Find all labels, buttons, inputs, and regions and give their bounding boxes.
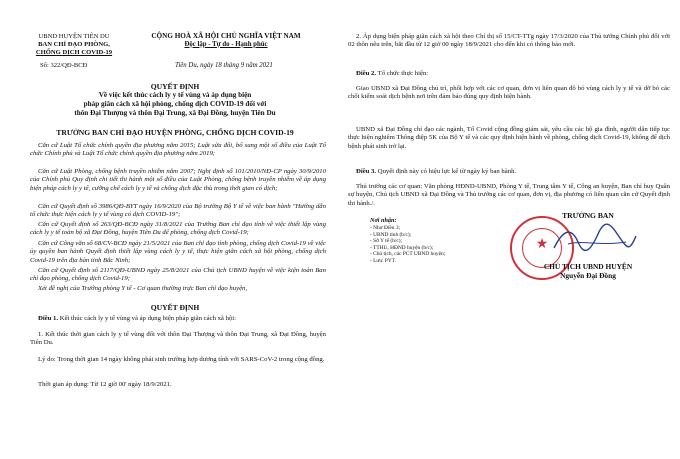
title-line-1: Về việc kết thúc cách ly y tế vùng và áp dụng biện [98,91,252,99]
recipient-item: - UBND tỉnh (b/c); [370,231,412,238]
recipient-item: - TTHU, HĐND huyện (b/c); [370,244,434,251]
article-1-reason: Lý do: Trong thời gian 14 ngày không phát sinh trường hợp dương tính với SARS-CoV-2 trong cộng đồng. [38,356,325,363]
recipient-item: - Như Điều 3; [370,225,401,231]
preamble-3: Căn cứ Quyết định số 3986/QĐ-BYT ngày 16/9/2020 của Bộ trưởng Bộ Y tế về việc ban hành "Hướng dẫn tổ chức thực hiện cách ly y tế vùng có dịch COVID-19"; [30,203,326,219]
title-line-3: thôn Đại Thượng và thôn Đại Trung, xã Đại Đồng, huyện Tiên Du [74,109,276,117]
article-1-time: Thời gian áp dụng: Từ 12 giờ 00' ngày 18/9/2021. [38,381,172,388]
article-1-heading: Điều 1. [38,315,59,322]
preamble-1: Căn cứ Luật Tổ chức chính quyền địa phương năm 2015; Luật sửa đổi, bổ sung một số điều của Luật Tổ chức Chính phủ và Luật Tổ chức chính quyền địa phương năm 2019; [30,142,326,158]
signer-role: TRƯỞNG BAN [562,211,614,220]
article-2-text: Tổ chức thực hiện: [377,70,429,77]
article-2-p1: Giao UBND xã Đại Đồng chủ trì, phối hợp với các cơ quan, đơn vị liên quan đô bỏ vùng cách ly y tế và dỡ bỏ các chốt kiểm soát dịch bệnh nơi trên đảm bảo đúng quy định hiện hành. [348,85,670,101]
nation-line-2: Độc lập - Tự do - Hạnh phúc [184,40,268,48]
signer-title: CHỦ TỊCH UBND HUYỆN [543,262,633,271]
preamble-2: Căn cứ Luật Phòng, chống bệnh truyền nhiễm năm 2007; Nghị định số 101/2010/NĐ-CP ngày 30/9/2010 của Chính phủ Quy định chi tiết thi hành một số điều của Luật Phòng, chống bệnh truyền nhiễm về áp dụng biện pháp cách ly y tế, cưỡng chế cách ly y tế và chống dịch đặc thù trong thời gian có dịch; [30,168,326,192]
preamble-6: Căn cứ Quyết định số 2117/QĐ-UBND ngày 25/8/2021 của Chủ tịch UBND huyện về việc kiện toàn Ban chỉ đạo phòng, chống dịch Covid-19; [30,267,326,283]
official-seal-icon: ★ [510,216,574,280]
article-2-p2: UBND xã Đại Đồng chỉ đạo các ngành, Tổ Covid cộng đồng giám sát, yêu cầu các hộ gia đình, người dân tiếp tục thực hiện nghiêm Thông điệp 5K của Bộ Y tế và các quy định hiện hành về phòng, chống dịch Covid-19, không để dịch bệnh phát sinh trở lại. [348,126,670,150]
signer-name: Nguyễn Đại Đồng [560,271,616,280]
recipients-heading: Nơi nhận: [370,217,397,224]
preamble-5: Căn cứ Công văn số 68/CV-BCĐ ngày 21/5/2021 của Ban chỉ đạo tỉnh phòng, chống dịch Covid-19 về việc ủy quyền ban hành Quyết định thiết lập vùng cách ly y tế, thực hiện giãn cách xã hội phòng, chống dịch Covid-19 trên địa bàn tỉnh Bắc Ninh; [30,240,326,264]
doc-number: Số: 322/QĐ-BCĐ [40,62,88,69]
org-line-2: BAN CHỈ ĐẠO PHÒNG, [38,41,110,49]
handwritten-signature-icon [550,222,640,256]
org-line-3: CHỐNG DỊCH COVID-19 [35,49,113,57]
decision-title: QUYẾT ĐỊNH [150,82,200,91]
article-1-item-2: 2. Áp dụng biện pháp giãn cách xã hội theo Chỉ thị số 15/CT-TTg ngày 17/3/2020 của Thủ tướng Chính phủ đối với 02 thôn nêu trên, bắt đầu từ 12 giờ 00 ngày 18/9/2021 cho đến khi có thông báo mới. [348,33,670,49]
issuer-heading: TRƯỞNG BAN CHỈ ĐẠO HUYỆN PHÒNG, CHỐNG DỊCH COVID-19 [56,128,294,137]
recipient-item: - Lưu: PYT. [370,257,397,264]
recipients-block [370,217,445,265]
article-1-intro [30,315,326,323]
date-place: Tiên Du, ngày 18 tháng 9 năm 2021 [175,62,273,69]
decides-heading: QUYẾT ĐỊNH [150,303,200,312]
recipient-item: - Sở Y tế (b/c); [370,238,403,245]
recipient-item: - Chủ tịch, các PCT UBND huyện; [370,251,446,258]
title-line-2: pháp giãn cách xã hội phòng, chống dịch COVID-19 đối với [83,100,267,108]
nation-header [124,32,328,49]
article-1-text: Kết thúc cách ly y tế vùng và áp dụng biện pháp giãn cách xã hội: [59,315,236,322]
article-1-item-1: 1. Kết thúc thời gian cách ly y tế vùng đối với thôn Đại Thượng và thôn Đại Trung, xã Đại Đồng, huyện Tiên Du. [30,331,326,347]
org-line-1: UBND HUYỆN TIÊN DU [38,33,110,40]
preamble-4: Căn cứ Quyết định số 263/QĐ-BCĐ ngày 31/8/2021 của Trưởng Ban chỉ đạo tỉnh về việc thiết lập vùng cách ly y tế toàn bộ xã Đại Đồng, huyện Tiên Du để phòng, chống dịch Covid-19; [30,221,326,237]
article-2-heading: Điều 2. [356,70,377,77]
org-header [22,33,126,58]
preamble-7: Xét đề nghị của Trưởng phòng Y tế - Cơ quan thường trực Ban chỉ đạo huyện, [38,285,248,292]
nation-line-1: CỘNG HOÀ XÃ HỘI CHỦ NGHĨA VIỆT NAM [151,32,301,40]
article-3-text: Quyết định này có hiệu lực kể từ ngày ký ban hành. [377,168,517,175]
article-3-heading: Điều 3. [356,168,377,175]
article-2-intro [348,70,670,78]
article-3-intro [348,168,670,176]
article-3-p1: Thủ trưởng các cơ quan: Văn phòng HĐND-UBND, Phòng Y tế, Trung tâm Y tế, Công an huyện, Ban chỉ huy Quân sự huyện, Chủ tịch UBND xã Đại Đồng và Thủ trưởng các cơ quan, đơn vị, địa phương có liên quan căn cứ Quyết định thi hành./. [348,183,670,207]
